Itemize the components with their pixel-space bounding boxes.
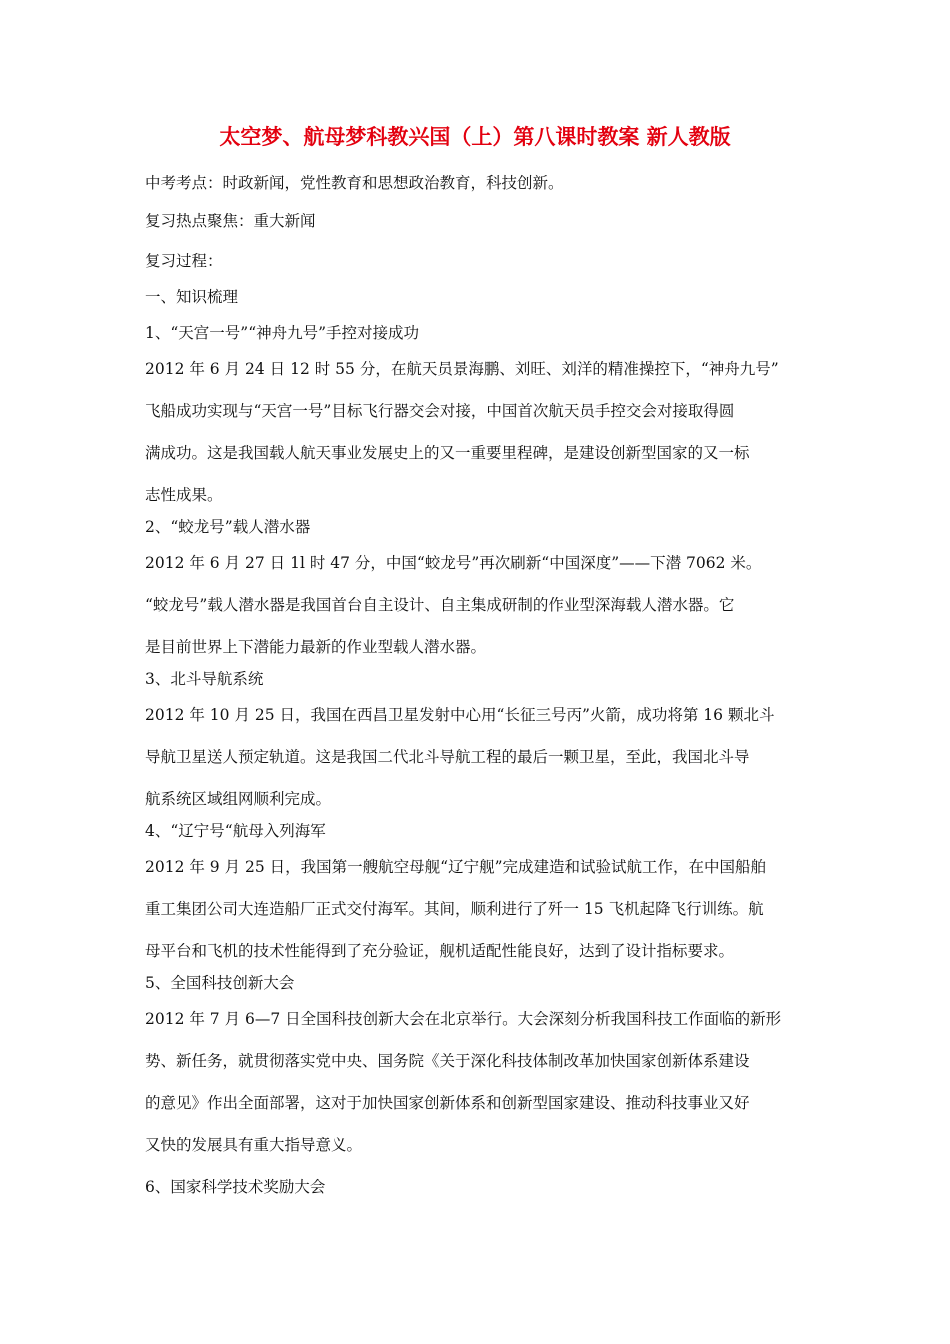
item-4-paragraph-line: 母平台和飞机的技术性能得到了充分验证，舰机适配性能良好，达到了设计指标要求。 xyxy=(145,942,735,960)
item-3-paragraph-line: 导航卫星送人预定轨道。这是我国二代北斗导航工程的最后一颗卫星，至此，我国北斗导 xyxy=(145,748,750,766)
document-body xyxy=(145,173,813,1197)
item-1-paragraph-line: 飞船成功实现与“天宫一号”目标飞行器交会对接，中国首次航天员手控交会对接取得圆 xyxy=(145,402,735,420)
item-2-paragraph-line: 是目前世界上下潜能力最新的作业型载人潜水器。 xyxy=(145,638,487,656)
document-title: 太空梦、航母梦科教兴国（上）第八课时教案 新人教版 xyxy=(219,125,731,149)
section-heading: 一、知识梳理 xyxy=(145,288,239,306)
item-1-paragraph-line: 2012 年 6 月 24 日 12 时 55 分，在航天员景海鹏、刘旺、刘洋的精准操控下，“神舟九号” xyxy=(145,360,779,378)
item-3-paragraph-line: 航系统区域组网顺利完成。 xyxy=(145,790,332,808)
item-2-heading: 2、“蛟龙号”载人潜水器 xyxy=(145,518,311,536)
review-process-heading: 复习过程： xyxy=(145,252,223,270)
item-3-paragraph-line: 2012 年 10 月 25 日，我国在西昌卫星发射中心用“长征三号丙”火箭，成功将第 16 颗北斗 xyxy=(145,706,775,724)
item-5-paragraph-line: 的意见》作出全面部署，这对于加快国家创新体系和创新型国家建设、推动科技事业又好 xyxy=(145,1094,750,1112)
item-5-heading: 5、全国科技创新大会 xyxy=(145,974,295,992)
item-4-paragraph-line: 重工集团公司大连造船厂正式交付海军。其间，顺利进行了歼一 15 飞机起降飞行训练。航 xyxy=(145,900,764,918)
item-5-paragraph-line: 势、新任务，就贯彻落实党中央、国务院《关于深化科技体制改革加快国家创新体系建设 xyxy=(145,1052,750,1070)
item-1-paragraph-line: 志性成果。 xyxy=(145,486,223,504)
item-1-paragraph-line: 满成功。这是我国载人航天事业发展史上的又一重要里程碑，是建设创新型国家的又一标 xyxy=(145,444,750,462)
item-6-heading: 6、国家科学技术奖励大会 xyxy=(145,1178,326,1196)
review-focus-line: 复习热点聚焦：重大新闻 xyxy=(145,212,316,230)
exam-points-line: 中考考点：时政新闻，党性教育和思想政治教育，科技创新。 xyxy=(145,174,564,192)
item-3-heading: 3、北斗导航系统 xyxy=(145,670,264,688)
item-4-paragraph-line: 2012 年 9 月 25 日，我国第一艘航空母舰“辽宁舰”完成建造和试验试航工作，在中国船舶 xyxy=(145,858,767,876)
item-2-paragraph-line: “蛟龙号”载人潜水器是我国首台自主设计、自主集成研制的作业型深海载人潜水器。它 xyxy=(145,596,735,614)
item-4-heading: 4、“辽宁号“航母入列海军 xyxy=(145,822,326,840)
item-1-heading: 1、“天宫一号”“神舟九号”手控对接成功 xyxy=(145,324,420,342)
item-2-paragraph-line: 2012 年 6 月 27 日 1l 时 47 分，中国“蛟龙号”再次刷新“中国深度”——下潜 7062 米。 xyxy=(145,554,762,572)
item-5-paragraph-line: 2012 年 7 月 6—7 日全国科技创新大会在北京举行。大会深刻分析我国科技工作面临的新形 xyxy=(145,1010,782,1028)
item-5-paragraph-line: 又快的发展具有重大指导意义。 xyxy=(145,1136,363,1154)
